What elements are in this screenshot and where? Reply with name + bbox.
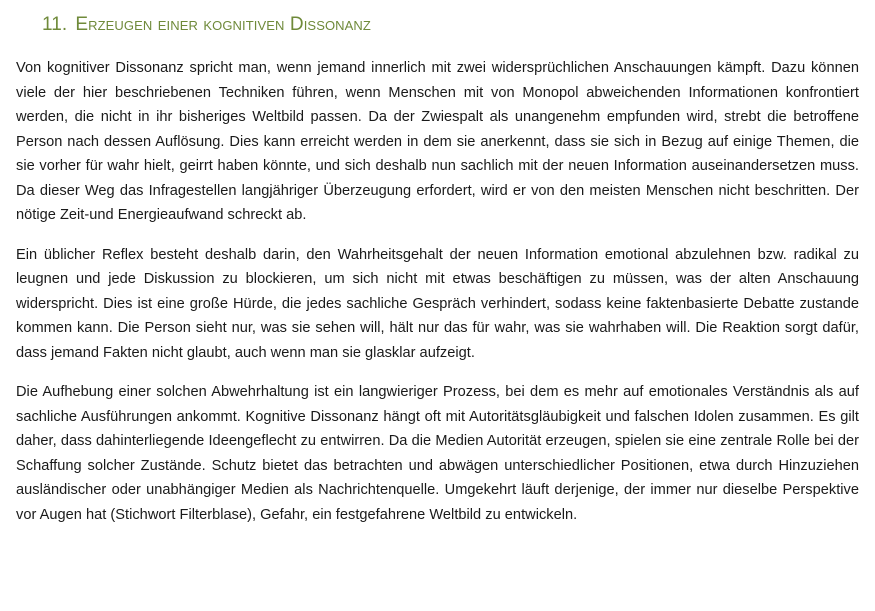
document-page [16,0,859,527]
section-heading [16,0,859,37]
paragraph-1[interactable]: Von kognitiver Dissonanz spricht man, wenn jemand innerlich mit zwei widersprüchlichen Anschauungen kämpft. Dazu können viele der hier beschriebenen Techniken führen, wenn Menschen mit von Monopol abweichenden Informationen konfrontiert werden, die nicht in ihr bisheriges Weltbild passen. Da der Zwiespalt als unangenehm empfunden wird, strebt die betroffene Person nach dessen Auflösung. Dies kann erreicht werden in dem sie anerkennt, dass sie sich in Bezug auf einige Themen, die sie vorher für wahr hielt, geirrt haben könnte, und sich deshalb nun sachlich mit der neuen Information auseinandersetzen muss. Da dieser Weg das Infragestellen langjähriger Überzeugung erfordert, wird er von den meisten Menschen nicht beschritten. Der nötige Zeit-und Energieaufwand schreckt ab. [16,60,859,223]
section-title: Erzeugen einer kognitiven Dissonanz [75,14,371,35]
paragraph-2[interactable]: Ein üblicher Reflex besteht deshalb darin, den Wahrheitsgehalt der neuen Information emotional abzulehnen bzw. radikal zu leugnen und jede Diskussion zu blockieren, um sich nicht mit etwas beschäftigen zu müssen, was der alten Anschauung widerspricht. Dies ist eine große Hürde, die jedes sachliche Gespräch verhindert, sodass keine faktenbasierte Debatte zustande kommen kann. Die Person sieht nur, was sie sehen will, hält nur das für wahr, was sie wahrhaben will. Die Reaktion sorgt dafür, dass jemand Fakten nicht glaubt, auch wenn man sie glasklar aufzeigt. [16,246,859,361]
section-number: 11. [42,14,68,35]
paragraph-3[interactable]: Die Aufhebung einer solchen Abwehrhaltung ist ein langwieriger Prozess, bei dem es mehr auf emotionales Verständnis als auf sachliche Ausführungen ankommt. Kognitive Dissonanz hängt oft mit Autoritätsgläubigkeit und falschen Idolen zusammen. Es gilt daher, dass dahinterliegende Ideengeflecht zu entwirren. Da die Medien Autorität erzeugen, spielen sie eine zentrale Rolle bei der Schaffung solcher Zustände. Schutz bietet das betrachten und abwägen unterschiedlicher Positionen, etwa durch Hinzuziehen ausländischer oder unabhängiger Medien als Nachrichtenquelle. Umgekehrt läuft derjenige, der immer nur dieselbe Perspektive vor Augen hat (Stichwort Filterblase), Gefahr, ein festgefahrene Weltbild zu entwickeln. [16,384,859,523]
